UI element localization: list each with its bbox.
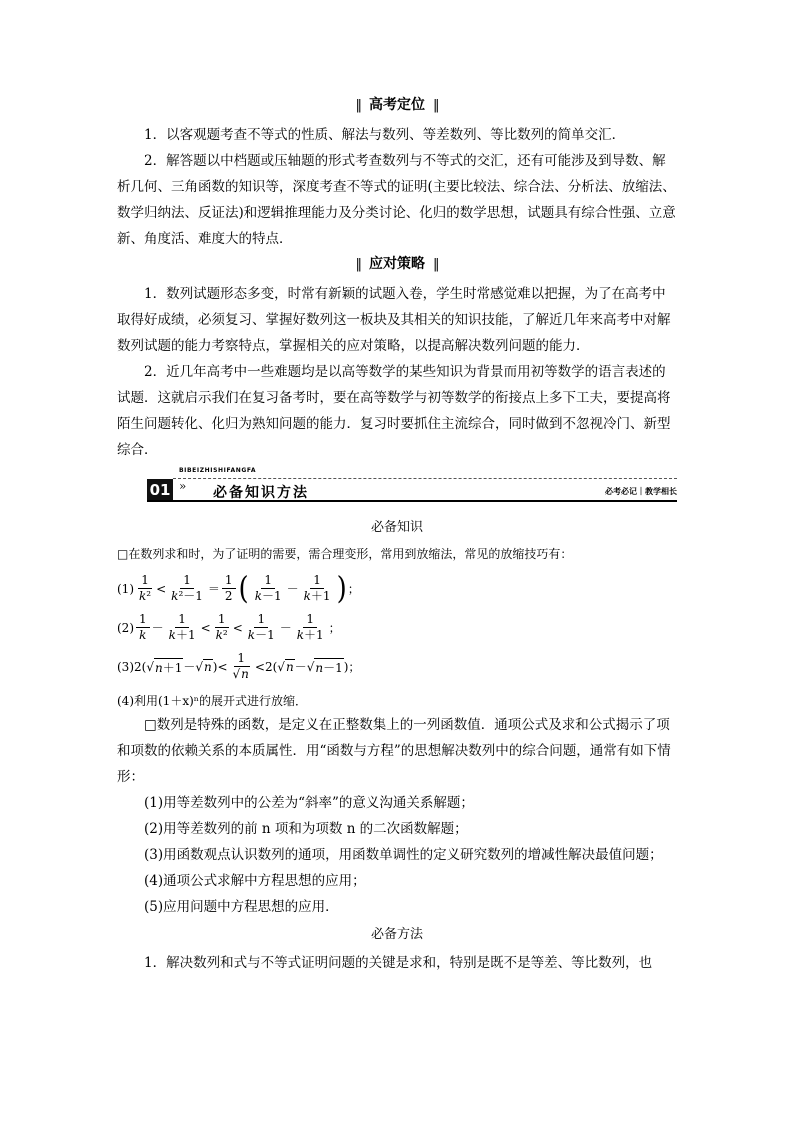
paragraph: 1．解决数列和式与不等式证明问题的关键是求和，特别是既不是等差、等比数列，也 xyxy=(144,955,653,971)
header-underline xyxy=(147,500,677,502)
formula-3: (3)2( √ n＋1 － √ n )< $\frac{1}{√n}$ <2( √ n － √ n－1 )； xyxy=(117,651,361,681)
section-header-title: 必备知识方法 xyxy=(213,485,309,501)
paragraph: □数列是特殊的函数，是定义在正整数集上的一列函数值．通项公式及求和公式揭示了项和项数的依赖关系的本质属性．用“函数与方程”的思想解决数列中的综合问题，通常有如下情形： xyxy=(117,717,671,785)
list-item: (3)用函数观点认识数列的通项，用函数单调性的定义研究数列的增减性解决最值问题； xyxy=(144,847,663,863)
section-title-gaokao-dingwei: ‖ 高考定位 ‖ xyxy=(355,97,439,113)
paragraph: 1．数列试题形态多变，时常有新颖的试题入卷，学生时常感觉难以把握，为了在高考中取得好成绩，必须复习、掌握好数列这一板块及其相关的知识技能，了解近几年来高考中对解数列试题的能力考察特点，掌握相关的应对策略，以提高解决数列问题的能力． xyxy=(117,286,671,354)
section-title-yingdui-celue: ‖ 应对策略 ‖ xyxy=(355,256,439,272)
section-header-bar xyxy=(117,467,677,503)
document-page xyxy=(117,95,677,976)
formula-1: (1) $\frac{1}{\text{k²}}$ < $\frac{1}{\text{k²－1}}$ ＝ $\frac{1}{2}$ ( $\frac{1}{k-1}$ － $\frac{1}{k+1}$ ) ； xyxy=(117,570,360,607)
dotted-rule xyxy=(173,478,677,479)
list-item: (4)通项公式求解中方程思想的应用； xyxy=(144,873,366,889)
paragraph: 2．解答题以中档题或压轴题的形式考查数列与不等式的交汇，还有可能涉及到导数、解析几何、三角函数的知识等，深度考查不等式的证明(主要比较法、综合法、分析法、放缩法、数学归纳法、反证法)和逻辑推理能力及分类讨论、化归的数学思想，试题具有综合性强、立意新、角度活、难度大的特点． xyxy=(117,153,676,247)
list-item: (5)应用问题中方程思想的应用． xyxy=(144,899,339,915)
paragraph: □在数列求和时，为了证明的需要，需合理变形，常用到放缩法，常见的放缩技巧有： xyxy=(117,547,573,561)
paragraph: 2．近几年高考中一些难题均是以高等数学的某些知识为背景而用初等数学的语言表述的试题．这就启示我们在复习备考时，要在高等数学与初等数学的衔接点上多下工夫，要提高将陌生问题转化、化归为熟知问题的能力．复习时要抓住主流综合，同时做到不忽视冷门、新型综合． xyxy=(117,364,671,458)
case-list xyxy=(117,790,677,920)
formula-4: (4)利用(1＋x)ⁿ的展开式进行放缩． xyxy=(117,694,307,708)
section-header-tag: 必考必记｜教学相长 xyxy=(605,487,677,496)
heading-bibei-fangfa: 必备方法 xyxy=(370,927,423,942)
list-item: (2)用等差数列的前 n 项和为项数 n 的二次函数解题； xyxy=(144,821,468,837)
paragraph: 1．以客观题考查不等式的性质、解法与数列、等差数列、等比数列的简单交汇． xyxy=(144,127,626,143)
list-item: (1)用等差数列中的公差为“斜率”的意义沟通关系解题； xyxy=(144,795,474,811)
pinyin-caption: BIBEIZHISHIFANGFA xyxy=(179,467,257,474)
section-number-badge: 01 xyxy=(147,479,173,501)
double-arrow-icon: » xyxy=(179,479,187,493)
formula-2: (2) $\frac{1}{k}$ － $\frac{1}{k+1}$ < $\frac{1}{\text{k²}}$ < $\frac{1}{k-1}$ － $\frac{1}{k+1}$ ； xyxy=(117,612,341,642)
heading-bibei-zhishi: 必备知识 xyxy=(370,520,423,535)
